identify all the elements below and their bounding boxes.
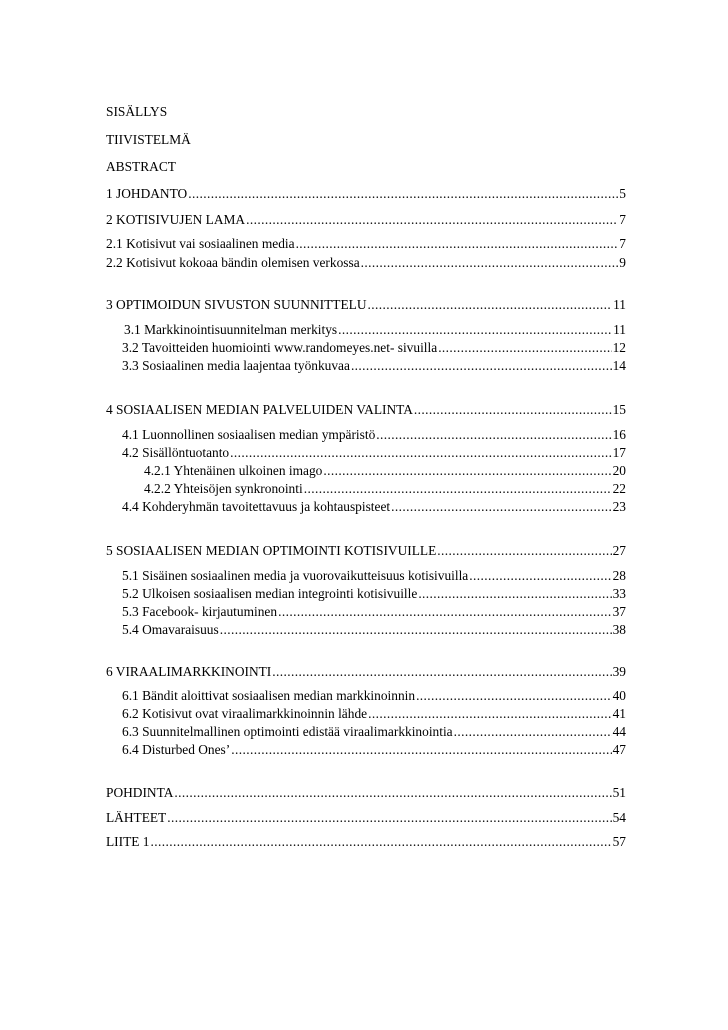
toc-entry-6-3[interactable] (122, 724, 626, 740)
toc-item-tiivistelma[interactable] (106, 132, 626, 148)
toc-entry-6-1[interactable] (122, 688, 626, 704)
toc-entry-liite-1[interactable] (106, 834, 626, 850)
toc-dot-leader (416, 688, 612, 704)
toc-entry-3[interactable] (106, 297, 626, 313)
toc-entry-5-3[interactable] (122, 604, 626, 620)
toc-entry-3-1[interactable] (124, 322, 626, 338)
toc-heading-text: SISÄLLYS (106, 104, 168, 119)
toc-label: TIIVISTELMÄ (106, 132, 191, 147)
toc-dot-leader (418, 586, 611, 602)
toc-page-number: 28 (612, 568, 626, 583)
toc-label: 2.1 Kotisivut vai sosiaalinen media (106, 236, 295, 251)
toc-dot-leader (454, 724, 612, 740)
toc-label: 4.2.2 Yhteisöjen synkronointi (144, 481, 303, 496)
toc-entry-4-2-2[interactable] (144, 481, 626, 497)
toc-dot-leader (220, 622, 612, 638)
toc-dot-leader (391, 499, 611, 515)
toc-page-number: 12 (612, 340, 626, 355)
toc-dot-leader (438, 340, 611, 356)
toc-entry-3-2[interactable] (122, 340, 626, 356)
toc-entry-6-4[interactable] (122, 742, 626, 758)
toc-label: 5 SOSIAALISEN MEDIAN OPTIMOINTI KOTISIVUILLE (106, 543, 437, 558)
toc-page-number: 11 (613, 297, 626, 312)
toc-label: 4 SOSIAALISEN MEDIAN PALVELUIDEN VALINTA (106, 402, 413, 417)
toc-entry-5-2[interactable] (122, 586, 626, 602)
toc-dot-leader (368, 706, 612, 722)
toc-label: 4.4 Kohderyhmän tavoitettavuus ja kohtauspisteet (122, 499, 391, 514)
toc-page-number: 7 (619, 236, 626, 251)
toc-label: 4.1 Luonnollinen sosiaalisen median ympäristö (122, 427, 376, 442)
toc-dot-leader (278, 604, 612, 620)
toc-item-abstract[interactable] (106, 159, 626, 175)
toc-entry-4-2[interactable] (122, 445, 626, 461)
toc-label: 5.2 Ulkoisen sosiaalisen median integrointi kotisivuille (122, 586, 418, 601)
toc-dot-leader (323, 463, 611, 479)
toc-label: 6.3 Suunnitelmallinen optimointi edistää viraalimarkkinointia (122, 724, 453, 739)
toc-label: LIITE 1 (106, 834, 150, 849)
toc-dot-leader (414, 402, 612, 418)
toc-label: 3.2 Tavoitteiden huomiointi www.randomeyes.net- sivuilla (122, 340, 438, 355)
toc-entry-2-2[interactable] (106, 255, 626, 271)
toc-page-number: 11 (613, 322, 626, 337)
toc-page-number: 17 (612, 445, 626, 460)
toc-label: 5.3 Facebook- kirjautuminen (122, 604, 278, 619)
toc-page-number: 14 (612, 358, 626, 373)
toc-entry-2[interactable] (106, 212, 626, 228)
toc-entry-4-1[interactable] (122, 427, 626, 443)
toc-entry-5[interactable] (106, 543, 626, 559)
toc-page-number: 57 (612, 834, 626, 849)
toc-entry-5-1[interactable] (122, 568, 626, 584)
toc-label: 2.2 Kotisivut kokoaa bändin olemisen verkossa (106, 255, 360, 270)
toc-page-number: 27 (612, 543, 626, 558)
toc-page-number: 44 (612, 724, 626, 739)
toc-label: 1 JOHDANTO (106, 186, 188, 201)
toc-page-number: 9 (619, 255, 626, 270)
toc-entry-4-4[interactable] (122, 499, 626, 515)
toc-page-number: 37 (612, 604, 626, 619)
toc-dot-leader (167, 810, 611, 826)
toc-label: LÄHTEET (106, 810, 167, 825)
toc-page-number: 40 (612, 688, 626, 703)
toc-dot-leader (361, 255, 619, 271)
toc-page-number: 16 (612, 427, 626, 442)
toc-entry-3-3[interactable] (122, 358, 626, 374)
toc-dot-leader (469, 568, 611, 584)
toc-dot-leader (231, 742, 611, 758)
toc-label: 5.4 Omavaraisuus (122, 622, 219, 637)
toc-page-number: 41 (612, 706, 626, 721)
toc-dot-leader (230, 445, 611, 461)
toc-page-number: 20 (612, 463, 626, 478)
toc-label: 3.1 Markkinointisuunnitelman merkitys (124, 322, 338, 337)
toc-dot-leader (151, 834, 612, 850)
toc-page-number: 23 (612, 499, 626, 514)
toc-page-number: 51 (612, 785, 626, 800)
toc-page-number: 7 (619, 212, 626, 227)
toc-label: 2 KOTISIVUJEN LAMA (106, 212, 246, 227)
toc-page-number: 38 (612, 622, 626, 637)
toc-page-number: 22 (612, 481, 626, 496)
toc-label: 3.3 Sosiaalinen media laajentaa työnkuvaa (122, 358, 350, 373)
toc-dot-leader (272, 664, 611, 680)
toc-entry-4[interactable] (106, 402, 626, 418)
toc-page-number: 15 (612, 402, 626, 417)
toc-label: 4.2.1 Yhtenäinen ulkoinen imago (144, 463, 323, 478)
toc-label: ABSTRACT (106, 159, 176, 174)
toc-page-number: 39 (612, 664, 626, 679)
toc-dot-leader (304, 481, 612, 497)
toc-label: 5.1 Sisäinen sosiaalinen media ja vuorovaikutteisuus kotisivuilla (122, 568, 469, 583)
toc-label: 6.1 Bändit aloittivat sosiaalisen median markkinoinnin (122, 688, 416, 703)
toc-label: 6.2 Kotisivut ovat viraalimarkkinoinnin lähde (122, 706, 368, 721)
toc-dot-leader (246, 212, 618, 228)
toc-page-number: 47 (612, 742, 626, 757)
toc-label: 4.2 Sisällöntuotanto (122, 445, 230, 460)
toc-entry-6[interactable] (106, 664, 626, 680)
toc-dot-leader (376, 427, 611, 443)
toc-dot-leader (188, 186, 618, 202)
toc-entry-lahteet[interactable] (106, 810, 626, 826)
toc-entry-1[interactable] (106, 186, 626, 202)
toc-page-number: 33 (612, 586, 626, 601)
toc-dot-leader (368, 297, 613, 313)
toc-dot-leader (437, 543, 611, 559)
toc-dot-leader (338, 322, 612, 338)
toc-entry-pohdinta[interactable] (106, 785, 626, 801)
toc-page-number: 54 (612, 810, 626, 825)
toc-page-number: 5 (619, 186, 626, 201)
toc-entry-4-2-1[interactable] (144, 463, 626, 479)
toc-entry-2-1[interactable] (106, 236, 626, 252)
toc-dot-leader (296, 236, 619, 252)
toc-label: 6 VIRAALIMARKKINOINTI (106, 664, 272, 679)
toc-entry-6-2[interactable] (122, 706, 626, 722)
toc-entry-5-4[interactable] (122, 622, 626, 638)
toc-label: POHDINTA (106, 785, 174, 800)
toc-heading (106, 104, 626, 120)
toc-label: 3 OPTIMOIDUN SIVUSTON SUUNNITTELU (106, 297, 367, 312)
toc-label: 6.4 Disturbed Ones’ (122, 742, 231, 757)
toc-dot-leader (351, 358, 612, 374)
toc-dot-leader (174, 785, 611, 801)
